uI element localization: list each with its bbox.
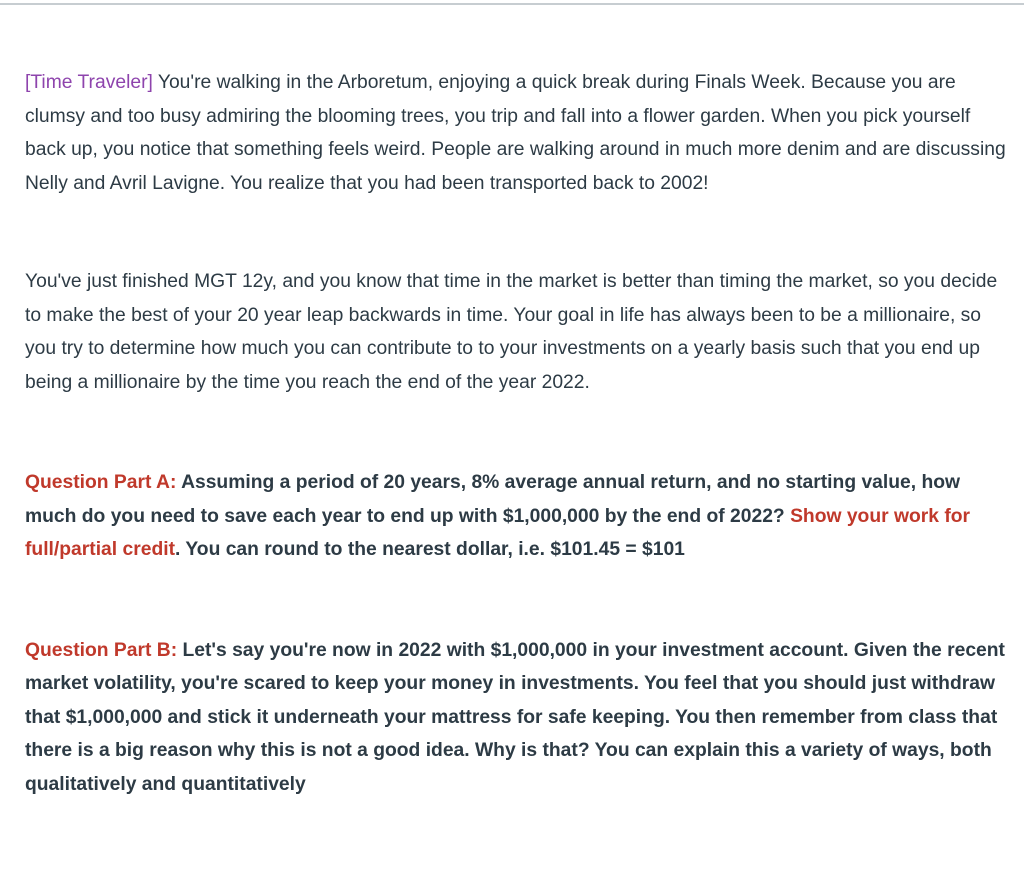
question-part-b xyxy=(25,634,1015,802)
question-part-a-rounding: . You can round to the nearest dollar, i.e. $101.45 = $101 xyxy=(175,539,685,560)
question-content xyxy=(25,66,1015,801)
intro-text: You're walking in the Arboretum, enjoying a quick break during Finals Week. Because you are clumsy and too busy admiring the blooming trees, you trip and fall into a flower garden. When you pick yourself back up, you notice that something feels weird. People are walking around in much more denim and are discussing Nelly and Avril Lavigne. You realize that you had been transported back to 2002! xyxy=(25,72,1006,194)
question-part-b-label: Question Part B: xyxy=(25,639,178,661)
question-part-b-text: Let's say you're now in 2022 with $1,000,000 in your investment account. Given the recent market volatility, you're scared to keep your money in investments. You feel that you should just withdraw that $1,000,000 and stick it underneath your mattress for safe keeping. You then remember from class that there is a big reason why this is not a good idea. Why is that? You can explain this a variety of ways, both qualitatively and quantitatively xyxy=(25,639,1005,795)
show-work-highlight: Show your work for full/partial credit xyxy=(25,505,971,560)
top-divider xyxy=(0,3,1024,5)
question-part-a-text: Assuming a period of 20 years, 8% average annual return, and no starting value, how much do you need to save each year to end up with $1,000,000 by the end of 2022? xyxy=(25,472,961,527)
time-traveler-tag: [Time Traveler] xyxy=(25,72,153,93)
question-part-a xyxy=(25,466,1015,567)
question-part-a-label: Question Part A: xyxy=(25,472,177,493)
intro-paragraph xyxy=(25,66,1015,200)
scenario-paragraph: You've just finished MGT 12y, and you know that time in the market is better than timing the market, so you decide to make the best of your 20 year leap backwards in time. Your goal in life has always been to be a millionaire, so you try to determine how much you can contribute to to your investments on a yearly basis such that you end up being a millionaire by the time you reach the end of the year 2022. xyxy=(25,271,998,393)
